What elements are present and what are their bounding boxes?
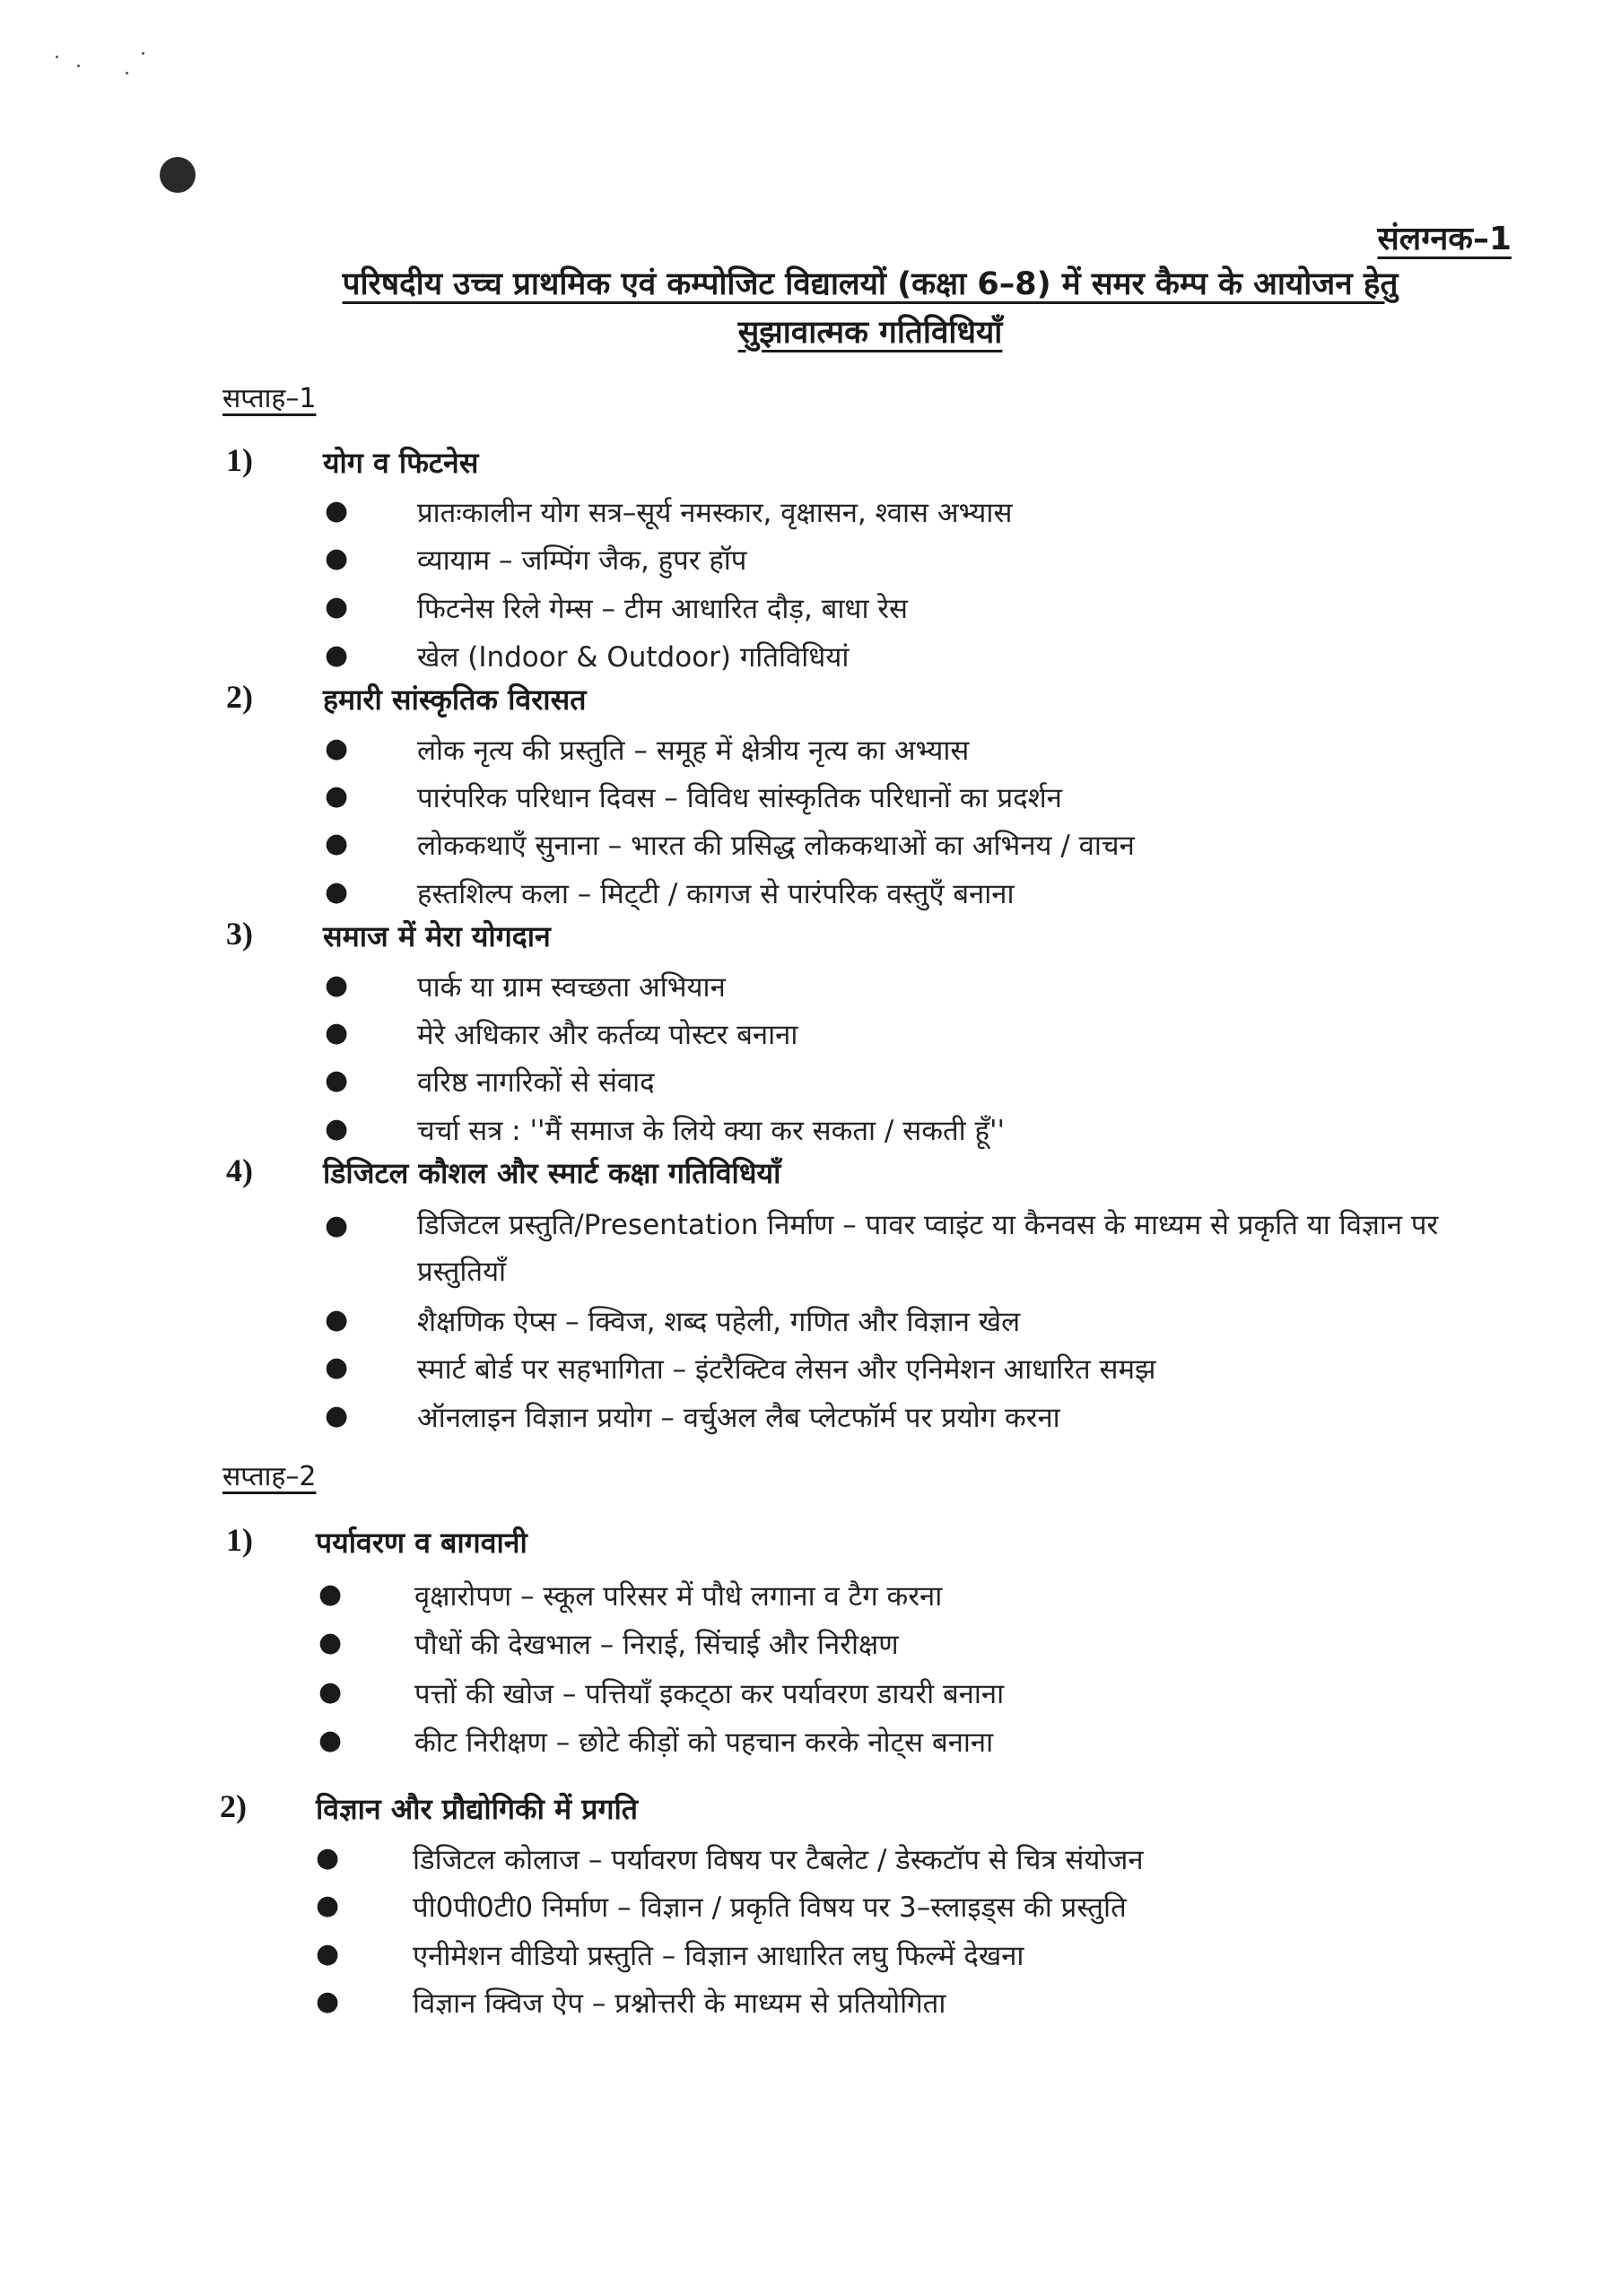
bullet-icon: ● xyxy=(325,1113,349,1144)
section-heading: विज्ञान और प्रौद्योगिकी में प्रगति xyxy=(316,1792,639,1826)
section-number: 1) xyxy=(226,1522,253,1558)
list-item: ऑनलाइन विज्ञान प्रयोग – वर्चुअल लैब प्लेटफॉर्म पर प्रयोग करना xyxy=(417,1402,1060,1434)
list-item: पी0पी0टी0 निर्माण – विज्ञान / प्रकृति विषय पर 3–स्लाइड्‌स की प्रस्तुति xyxy=(413,1892,1127,1924)
section-heading: योग व फिटनेस xyxy=(323,446,479,480)
section-heading: पर्यावरण व बागवानी xyxy=(316,1526,527,1560)
week-label: सप्ताह–1 xyxy=(222,383,317,414)
bullet-icon: ● xyxy=(316,1890,340,1921)
bullet-icon: ● xyxy=(325,1400,349,1431)
scan-speck xyxy=(56,56,58,58)
bullet-icon: ● xyxy=(325,1017,349,1048)
bullet-icon: ● xyxy=(325,591,349,622)
bullet-icon: ● xyxy=(318,1627,343,1658)
bullet-icon: ● xyxy=(316,1986,340,2017)
section-number: 1) xyxy=(226,442,253,478)
scan-speck xyxy=(142,52,144,55)
bullet-icon: ● xyxy=(325,639,349,671)
bullet-icon: ● xyxy=(325,876,349,908)
scan-speck xyxy=(77,65,80,67)
bullet-icon: ● xyxy=(325,828,349,859)
list-item: लोककथाएँ सुनाना – भारत की प्रसिद्ध लोककथाओं का अभिनय / वाचन xyxy=(417,830,1135,862)
week-label: सप्ताह–2 xyxy=(222,1461,317,1492)
list-item: लोक नृत्य की प्रस्तुति – समूह में क्षेत्रीय नृत्य का अभ्यास xyxy=(417,735,970,767)
list-item: खेल (Indoor & Outdoor) गतिविधियां xyxy=(417,641,850,674)
list-item: व्यायाम – जम्पिंग जैक, हुपर हॉप xyxy=(417,544,747,577)
section-heading: समाज में मेरा योगदान xyxy=(323,919,551,953)
list-item: डिजिटल कोलाज – पर्यावरण विषय पर टैबलेट / डेस्कटॉप से चित्र संयोजन xyxy=(413,1844,1144,1876)
punch-hole-mark xyxy=(160,157,196,193)
section-number: 4) xyxy=(226,1152,253,1188)
bullet-icon: ● xyxy=(318,1578,343,1610)
bullet-icon: ● xyxy=(318,1676,343,1708)
list-item: पौधों की देखभाल – निराई, सिंचाई और निरीक्षण xyxy=(414,1629,899,1661)
list-item: मेरे अधिकार और कर्तव्य पोस्टर बनाना xyxy=(417,1019,798,1051)
list-item: हस्तशिल्प कला – मिट्‌टी / कागज से पारंपरिक वस्तुएँ बनाना xyxy=(417,878,1015,910)
list-item: शैक्षणिक ऐप्स – क्विज, शब्द पहेली, गणित और विज्ञान खेल xyxy=(417,1306,1021,1338)
section-heading: डिजिटल कौशल और स्मार्ट कक्षा गतिविधियाँ xyxy=(323,1156,781,1190)
list-item: वरिष्ठ नागरिकों से संवाद xyxy=(417,1066,655,1099)
list-item: स्मार्ट बोर्ड पर सहभागिता – इंटरैक्टिव लेसन और एनिमेशन आधारित समझ xyxy=(417,1353,1156,1386)
bullet-icon: ● xyxy=(325,780,349,812)
section-number: 2) xyxy=(226,679,253,715)
section-number: 2) xyxy=(220,1788,247,1824)
list-item: फिटनेस रिले गेम्स – टीम आधारित दौड़, बाधा रेस xyxy=(417,593,908,625)
document-title: परिषदीय उच्च प्राथमिक एवं कम्पोजिट विद्यालयों (कक्षा 6–8) में समर कैम्प के आयोजन हेतु xyxy=(342,266,1399,302)
document-subtitle: सुझावात्मक गतिविधियाँ xyxy=(737,315,1003,351)
list-item: डिजिटल प्रस्तुति/Presentation निर्माण – पावर प्वाइंट या कैनवस के माध्यम से प्रकृति या विज्ञान पर प्रस्तुतियाँ xyxy=(417,1209,1439,1288)
list-item: पारंपरिक परिधान दिवस – विविध सांस्कृतिक परिधानों का प्रदर्शन xyxy=(417,782,1062,814)
bullet-icon: ● xyxy=(325,543,349,574)
list-item: एनीमेशन वीडियो प्रस्तुति – विज्ञान आधारित लघु फिल्में देखना xyxy=(413,1940,1024,1972)
list-item: प्रातःकालीन योग सत्र–सूर्य नमस्कार, वृक्षासन, श्वास अभ्यास xyxy=(417,497,1013,529)
list-item: कीट निरीक्षण – छोटे कीड़ों को पहचान करके नोट्‌स बनाना xyxy=(414,1726,994,1759)
bullet-icon: ● xyxy=(325,1210,349,1241)
scan-speck xyxy=(126,72,128,74)
bullet-icon: ● xyxy=(325,1304,349,1335)
list-item: विज्ञान क्विज ऐप – प्रश्नोत्तरी के माध्यम से प्रतियोगिता xyxy=(413,1987,946,2020)
list-item: चर्चा सत्र : ''मैं समाज के लिये क्या कर सकता / सकती हूँ'' xyxy=(417,1115,1006,1147)
bullet-icon: ● xyxy=(316,1938,340,1970)
list-item: पत्तों की खोज – पत्तियाँ इकट्‌ठा कर पर्यावरण डायरी बनाना xyxy=(414,1678,1005,1710)
bullet-icon: ● xyxy=(325,970,349,1001)
section-heading: हमारी सांस्कृतिक विरासत xyxy=(323,683,587,717)
list-item: वृक्षारोपण – स्कूल परिसर में पौधे लगाना व टैग करना xyxy=(414,1580,943,1613)
list-item: पार्क या ग्राम स्वच्छता अभियान xyxy=(417,971,726,1004)
bullet-icon: ● xyxy=(325,1352,349,1383)
bullet-icon: ● xyxy=(316,1842,340,1874)
bullet-icon: ● xyxy=(325,733,349,764)
annex-label: संलग्नक–1 xyxy=(1377,221,1512,257)
bullet-icon: ● xyxy=(325,1065,349,1096)
bullet-icon: ● xyxy=(318,1725,343,1756)
section-number: 3) xyxy=(226,916,253,952)
bullet-icon: ● xyxy=(325,495,349,526)
